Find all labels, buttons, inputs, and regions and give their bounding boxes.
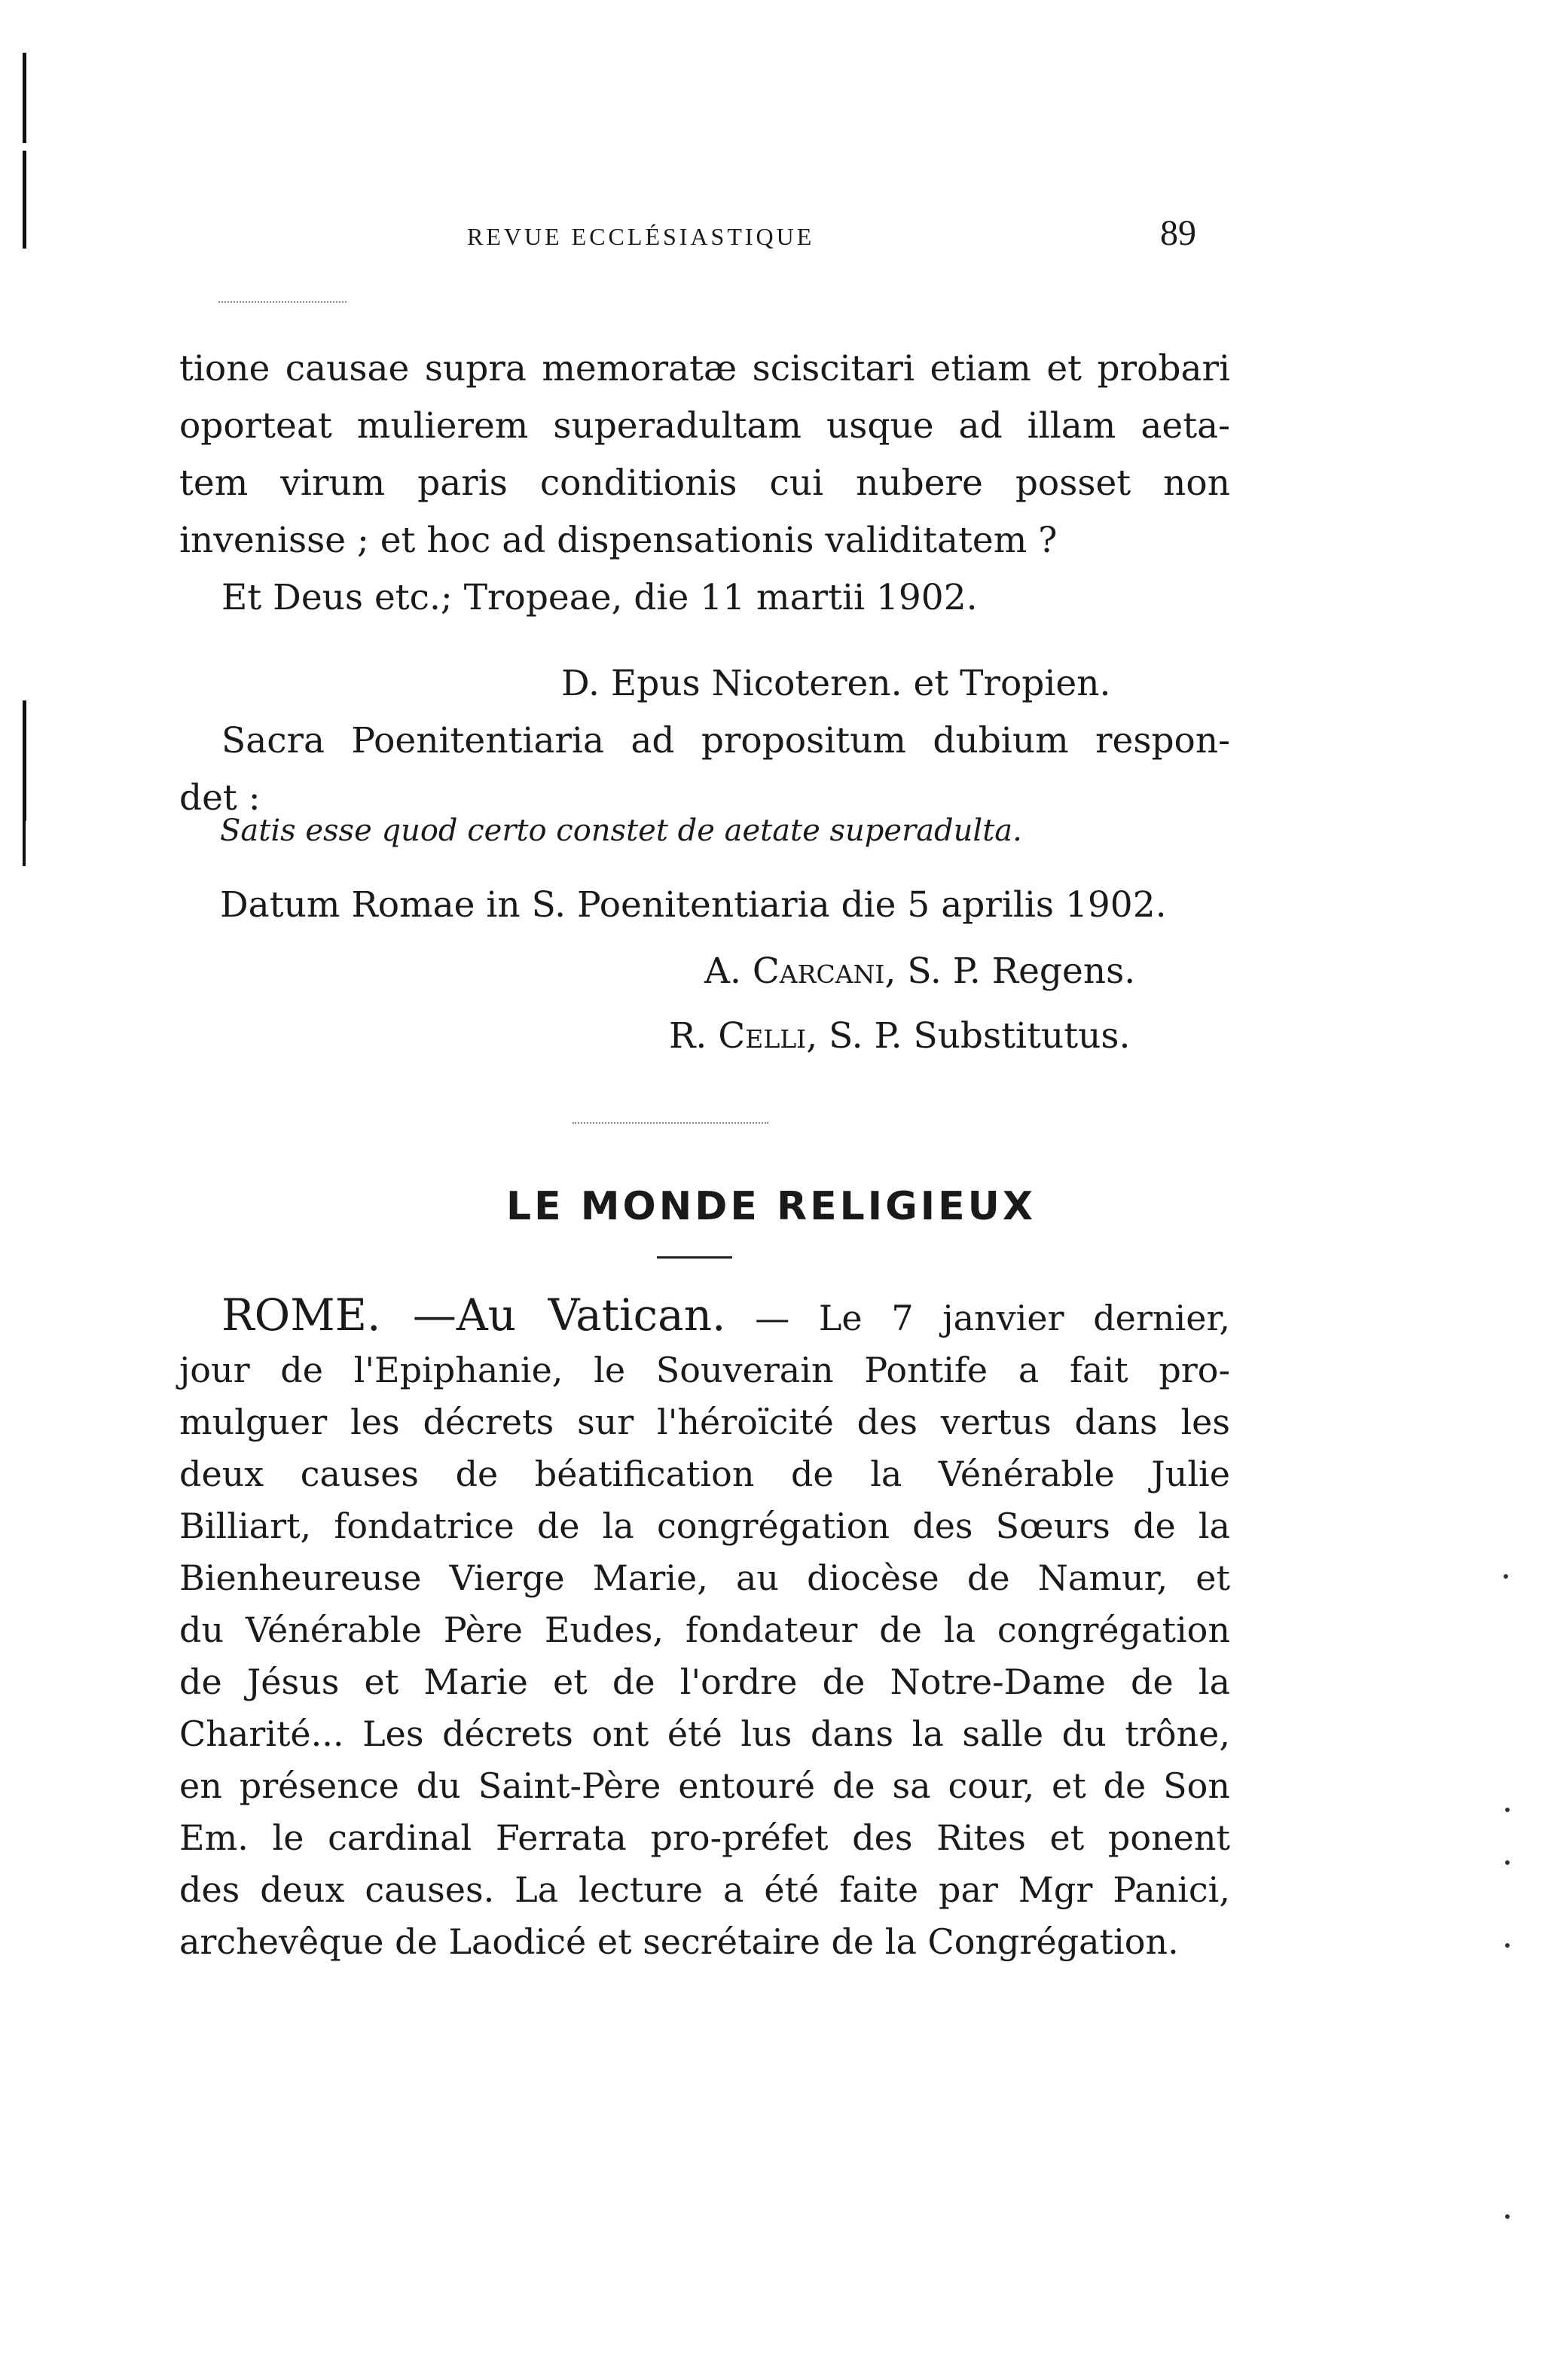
signatory-title: , S. P. Substitutus. bbox=[806, 1015, 1131, 1057]
section-separator bbox=[573, 1122, 768, 1124]
response-body bbox=[179, 712, 1230, 827]
scan-edge-mark bbox=[23, 53, 26, 143]
scan-speck bbox=[1504, 1574, 1508, 1579]
text-line: tione causae supra memoratæ sciscitari etiam et probari bbox=[179, 348, 1230, 389]
text-line: archevêque de Laodicé et secrétaire de la Congrégation. bbox=[179, 1921, 1179, 1962]
text-line: det : bbox=[179, 777, 261, 819]
scan-speck bbox=[1505, 1808, 1510, 1812]
scan-edge-mark bbox=[23, 151, 26, 249]
text-line: invenisse ; et hoc ad dispensationis validitatem ? bbox=[179, 520, 1058, 561]
letter-body bbox=[179, 340, 1230, 627]
article-first-line bbox=[179, 1289, 1230, 1344]
signatory-substitutus bbox=[669, 1008, 1130, 1065]
scan-edge-mark bbox=[23, 821, 26, 866]
text-line: Em. le cardinal Ferrata pro-préfet des Rites et ponent bbox=[179, 1817, 1230, 1858]
text-line: jour de l'Epiphanie, le Souverain Pontife a fait pro- bbox=[179, 1350, 1230, 1390]
text-line: oporteat mulierem superadultam usque ad illam aeta- bbox=[179, 405, 1230, 447]
running-head: REVUE ECCLÉSIASTIQUE bbox=[467, 223, 815, 250]
section-title: LE MONDE RELIGIEUX bbox=[506, 1184, 1036, 1229]
text-line: de Jésus et Marie et de l'ordre de Notre-Dame de la bbox=[179, 1661, 1230, 1702]
article-place: ROME. bbox=[221, 1289, 381, 1341]
signatory-name: R. Celli bbox=[669, 1015, 807, 1057]
signatory-title: , S. P. Regens. bbox=[884, 950, 1136, 992]
text-line: Billiart, fondatrice de la congrégation des Sœurs de la bbox=[179, 1506, 1230, 1546]
text-line: Charité... Les décrets ont été lus dans la salle du trône, bbox=[179, 1713, 1230, 1754]
response-dated: Datum Romae in S. Poenitentiaria die 5 aprilis 1902. bbox=[220, 884, 1167, 926]
section-title-rule bbox=[657, 1256, 732, 1259]
article-first-line-text: — Le 7 janvier dernier, bbox=[725, 1298, 1230, 1338]
scan-speck bbox=[1505, 1943, 1510, 1948]
header-rule bbox=[218, 301, 347, 303]
scan-speck bbox=[1505, 1860, 1510, 1865]
letter-signature: D. Epus Nicoteren. et Tropien. bbox=[561, 663, 1111, 704]
text-line: deux causes de béatification de la Vénérable Julie bbox=[179, 1454, 1230, 1494]
page-number: 89 bbox=[1160, 213, 1196, 253]
text-line: en présence du Saint-Père entouré de sa cour, et de Son bbox=[179, 1765, 1230, 1806]
article-heading: —Au Vatican. bbox=[380, 1289, 726, 1341]
response-answer: Satis esse quod certo constet de aetate superadulta. bbox=[220, 813, 1022, 848]
text-line: Bienheureuse Vierge Marie, au diocèse de Namur, et bbox=[179, 1558, 1230, 1598]
text-line: tem virum paris conditionis cui nubere posset non bbox=[179, 462, 1230, 504]
scan-edge-mark bbox=[23, 700, 26, 821]
text-line: du Vénérable Père Eudes, fondateur de la congrégation bbox=[179, 1610, 1230, 1650]
article-body bbox=[179, 1289, 1230, 1968]
scan-speck bbox=[1505, 2214, 1510, 2219]
signatory-name: A. Carcani bbox=[704, 950, 885, 992]
text-line: mulguer les décrets sur l'héroïcité des vertus dans les bbox=[179, 1402, 1230, 1442]
letter-closing: Et Deus etc.; Tropeae, die 11 martii 1902. bbox=[221, 577, 978, 618]
text-line: des deux causes. La lecture a été faite par Mgr Panici, bbox=[179, 1869, 1230, 1910]
signatory-regens bbox=[704, 943, 1135, 1000]
text-line: Sacra Poenitentiaria ad propositum dubium respon- bbox=[221, 720, 1230, 761]
